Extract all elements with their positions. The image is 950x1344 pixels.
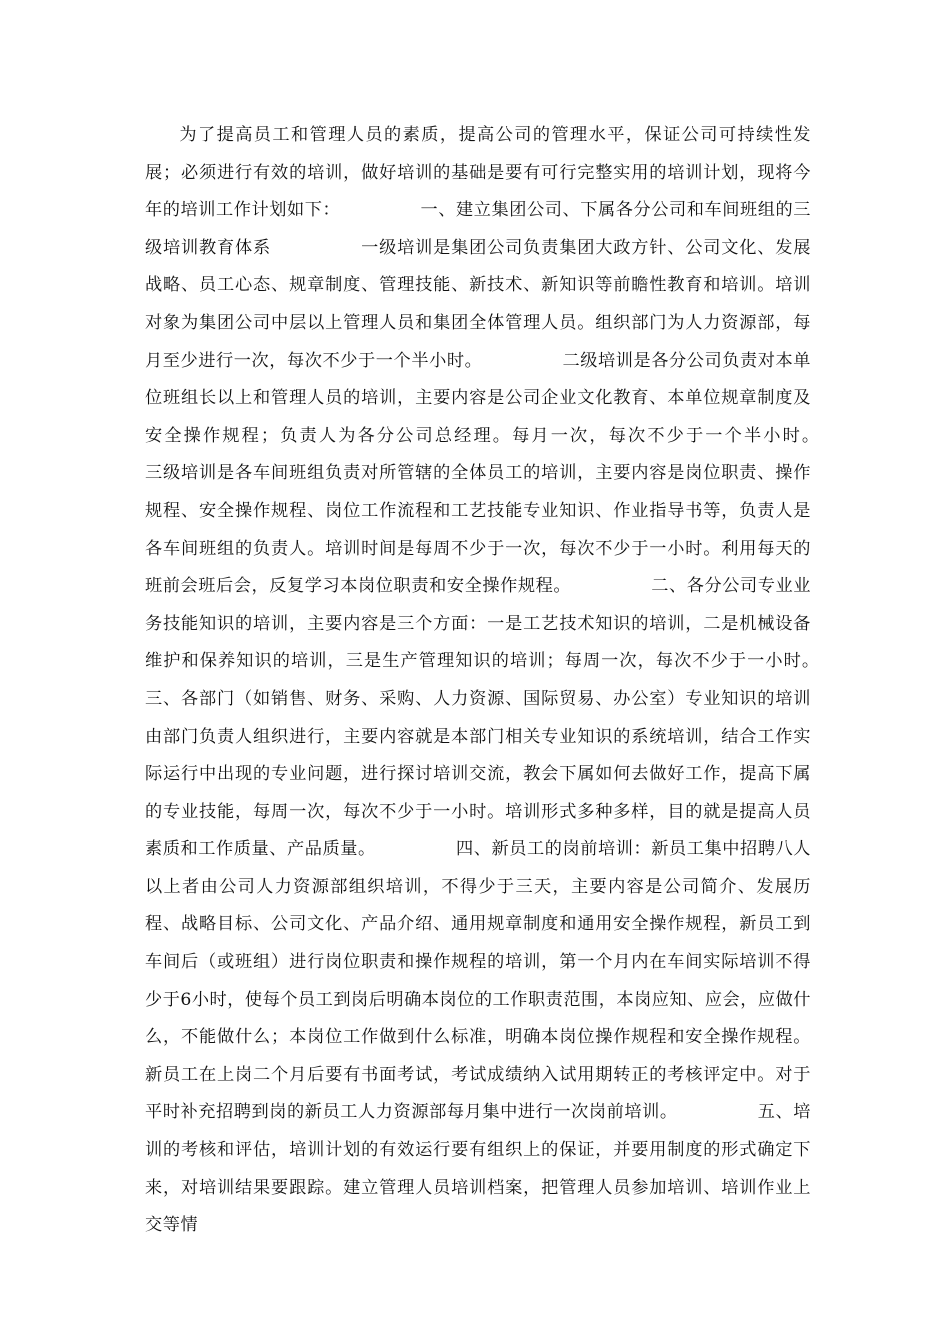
body-paragraph: 为了提高员工和管理人员的素质，提高公司的管理水平，保证公司可持续性发展；必须进行有效的培训，做好培训的基础是要有可行完整实用的培训计划，现将今年的培训工作计划如下： 一、建立集团公司、下属各分公司和车间班组的三级培训教育体系 一级培训是集团公司负责集团大政方针、公司文化、发展战略、员工心态、规章制度、管理技能、新技术、新知识等前瞻性教育和培训。培训对象为集团公司中层以上管理人员和集团全体管理人员。组织部门为人力资源部，每月至少进行一次，每次不少于一个半小时。 二级培训是各分公司负责对本单位班组长以上和管理人员的培训，主要内容是公司企业文化教育、本单位规章制度及安全操作规程；负责人为各分公司总经理。每月一次，每次不少于一个半小时。 三级培训是各车间班组负责对所管辖的全体员工的培训，主要内容是岗位职责、操作规程、安全操作规程、岗位工作流程和工艺技能专业知识、作业指导书等，负责人是各车间班组的负责人。培训时间是每周不少于一次，每次不少于一小时。利用每天的班前会班后会，反复学习本岗位职责和安全操作规程。 二、各分公司专业业务技能知识的培训，主要内容是三个方面：一是工艺技术知识的培训，二是机械设备维护和保养知识的培训，三是生产管理知识的培训；每周一次，每次不少于一小时。 三、各部门（如销售、财务、采购、人力资源、国际贸易、办公室）专业知识的培训由部门负责人组织进行，主要内容就是本部门相关专业知识的系统培训，结合工作实际运行中出现的专业问题，进行探讨培训交流，教会下属如何去做好工作，提高下属的专业技能，每周一次，每次不少于一小时。培训形式多种多样，目的就是提高人员素质和工作质量、产品质量。 四、新员工的岗前培训：新员工集中招聘八人以上者由公司人力资源部组织培训，不得少于三天，主要内容是公司简介、发展历程、战略目标、公司文化、产品介绍、通用规章制度和通用安全操作规程，新员工到车间后（或班组）进行岗位职责和操作规程的培训，第一个月内在车间实际培训不得少于6小时，使每个员工到岗后明确本岗位的工作职责范围，本岗应知、应会，应做什么，不能做什么；本岗位工作做到什么标准，明确本岗位操作规程和安全操作规程。新员工在上岗二个月后要有书面考试，考试成绩纳入试用期转正的考核评定中。对于平时补充招聘到岗的新员工人力资源部每月集中进行一次岗前培训。 五、培训的考核和评估，培训计划的有效运行要有组织上的保证，并要用制度的形式确定下来，对培训结果要跟踪。建立管理人员培训档案，把管理人员参加培训、培训作业上交等情 [145,125,900,1236]
